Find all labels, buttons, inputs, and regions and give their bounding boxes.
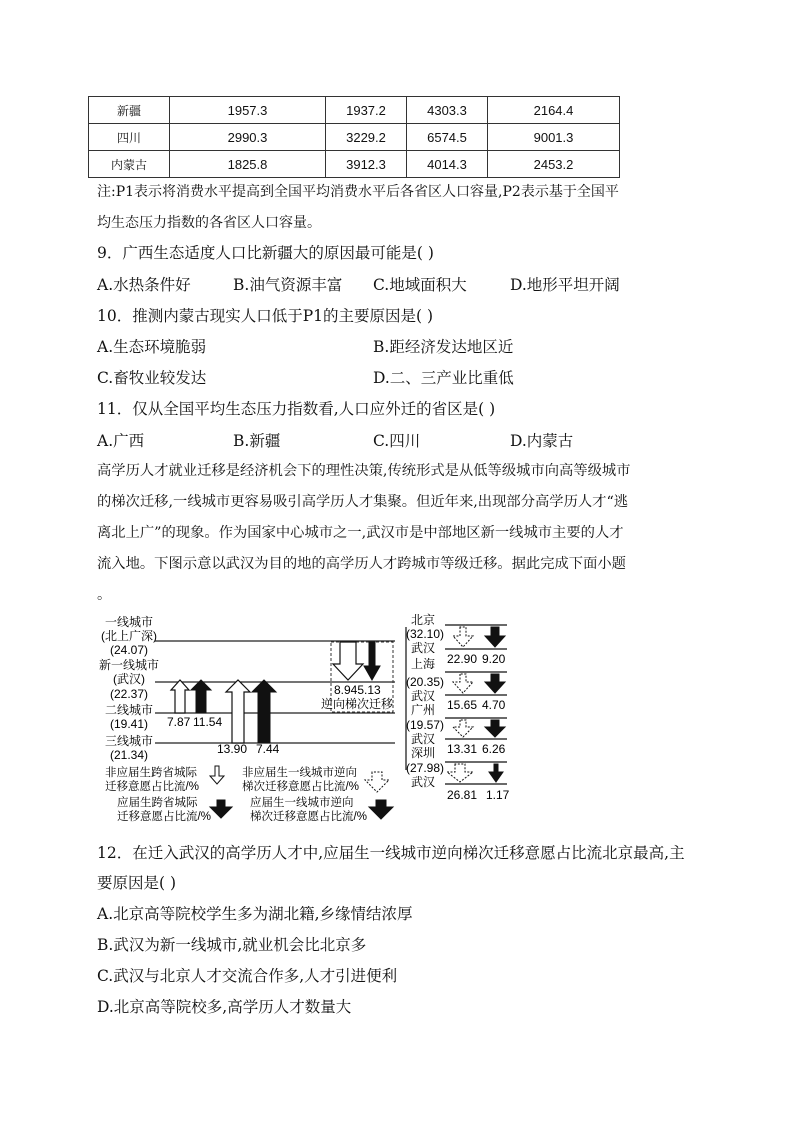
arrow-reverse-fresh	[364, 642, 380, 680]
passage-line4: 流入地。下图示意以武汉为目的地的高学历人才跨城市等级迁移。据此完成下面小题	[97, 556, 626, 572]
arrow-reverse-nonfresh	[333, 642, 363, 680]
legend-d-icon	[369, 800, 393, 819]
table-cell: 4014.3	[407, 151, 488, 178]
level-name-newtier1: 新一线城市	[98, 658, 160, 672]
table-cell: 9001.3	[488, 124, 620, 151]
label-shanghai-fresh: 4.70	[482, 698, 506, 712]
level-value-tier3: (21.34)	[109, 748, 149, 762]
q9-option-c[interactable]: C.地域面积大	[373, 276, 467, 294]
level-value-tier2: (19.41)	[109, 717, 149, 731]
q9-option-b[interactable]: B.油气资源丰富	[233, 276, 343, 294]
level-value-tier1: (24.07)	[109, 643, 149, 657]
level-sub-tier1: (北上广深)	[101, 629, 157, 643]
legend-d-line2: 梯次迁移意愿占比流/%	[250, 811, 367, 823]
table-cell: 3912.3	[326, 151, 407, 178]
city-name-guangzhou: 广州	[411, 703, 436, 717]
label-tier3-nonfresh: 13.90	[217, 742, 248, 756]
table-note-line1: 注:P1表示将消费水平提高到全国平均消费水平后各省区人口容量,P2表示基于全国平	[97, 184, 619, 200]
legend-b-line2: 梯次迁移意愿占比流/%	[242, 781, 359, 793]
legend-a-line2: 迁移意愿占比流/%	[105, 781, 199, 793]
label-reverse-caption: 逆向梯次迁移	[321, 697, 394, 711]
arrow-shanghai-fresh	[485, 674, 505, 693]
city-name-beijing: 北京	[411, 613, 436, 627]
level-name-tier3: 三线城市	[104, 734, 154, 748]
label-beijing-nonfresh: 22.90	[447, 652, 478, 666]
label-tier3-fresh: 7.44	[256, 742, 280, 756]
arrow-tier2-nonfresh	[171, 680, 189, 713]
table-row	[89, 151, 620, 178]
q9-option-a[interactable]: A.水热条件好	[97, 276, 191, 294]
q10-option-d[interactable]: D.二、三产业比重低	[373, 369, 514, 387]
legend-c-line2: 迁移意愿占比流/%	[117, 811, 211, 823]
table-cell: 1825.8	[170, 151, 326, 178]
arrow-beijing-fresh	[485, 627, 505, 647]
q11-option-c[interactable]: C.四川	[373, 432, 421, 450]
label-reverse-values: 8.945.13	[334, 683, 381, 697]
arrow-shanghai-nonfresh	[453, 674, 473, 693]
label-shenzhen-nonfresh: 26.81	[447, 788, 478, 802]
province-cell: 四川	[89, 124, 170, 151]
table-row	[89, 97, 620, 124]
migration-diagram	[95, 612, 515, 832]
q12-option-a[interactable]: A.北京高等院校学生多为湖北籍,乡缘情结浓厚	[97, 905, 413, 923]
q10-option-a[interactable]: A.生态环境脆弱	[97, 338, 207, 356]
q12-stem-line2: 要原因是( )	[97, 874, 177, 892]
capacity-table	[88, 96, 620, 178]
q12-option-c[interactable]: C.武汉与北京人才交流合作多,人才引进便利	[97, 967, 398, 985]
passage-line1: 高学历人才就业迁移是经济机会下的理性决策,传统形式是从低等级城市向高等级城市	[97, 463, 631, 479]
q9-option-d[interactable]: D.地形平坦开阔	[510, 276, 620, 294]
q12-option-d[interactable]: D.北京高等院校多,高学历人才数量大	[97, 998, 352, 1016]
legend-b-line1: 非应届生一线城市逆向	[242, 767, 357, 779]
arrow-shenzhen-nonfresh	[447, 764, 473, 782]
label-guangzhou-nonfresh: 13.31	[447, 742, 478, 756]
table-note-line2: 均生态压力指数的各省区人口容量。	[97, 215, 321, 231]
arrow-guangzhou-nonfresh	[453, 720, 473, 737]
city-name-shanghai: 上海	[411, 657, 436, 671]
legend-a-line1: 非应届生跨省城际	[105, 767, 197, 779]
arrow-shenzhen-fresh	[489, 764, 503, 782]
label-tier2-nonfresh: 7.87	[167, 715, 191, 729]
label-guangzhou-fresh: 6.26	[482, 742, 506, 756]
province-cell: 新疆	[89, 97, 170, 124]
q10-option-c[interactable]: C.畜牧业较发达	[97, 369, 207, 387]
q12-stem-line1: 12．在迁入武汉的高学历人才中,应届生一线城市逆向梯次迁移意愿占比流北京最高,主	[97, 844, 685, 862]
q10-option-b[interactable]: B.距经济发达地区近	[373, 338, 514, 356]
table-cell: 2453.2	[488, 151, 620, 178]
legend-d-line1: 应届生一线城市逆向	[250, 797, 354, 809]
dest-wuhan-1: 武汉	[411, 641, 436, 655]
table-cell: 2990.3	[170, 124, 326, 151]
table-cell: 4303.3	[407, 97, 488, 124]
table-cell: 6574.5	[407, 124, 488, 151]
label-shenzhen-fresh: 1.17	[486, 788, 510, 802]
level-name-tier2: 二线城市	[104, 703, 154, 717]
q11-stem: 11．仅从全国平均生态压力指数看,人口应外迁的省区是( )	[97, 400, 496, 418]
table-cell: 3229.2	[326, 124, 407, 151]
city-value-shenzhen: (27.98)	[406, 761, 445, 775]
label-shanghai-nonfresh: 15.65	[447, 698, 478, 712]
city-value-shanghai: (20.35)	[406, 675, 445, 689]
level-sub-newtier1: (武汉)	[113, 672, 145, 686]
label-tier2-fresh: 11.54	[193, 715, 223, 729]
dest-wuhan-2: 武汉	[411, 689, 436, 703]
province-cell: 内蒙古	[89, 151, 170, 178]
arrow-tier3-fresh	[252, 680, 276, 743]
q10-stem: 10．推测内蒙古现实人口低于P1的主要原因是( )	[97, 307, 434, 325]
q11-option-b[interactable]: B.新疆	[233, 432, 281, 450]
table-cell: 1937.2	[326, 97, 407, 124]
level-value-newtier1: (22.37)	[109, 687, 149, 701]
q9-stem: 9．广西生态适度人口比新疆大的原因最可能是( )	[97, 244, 434, 262]
arrow-tier3-nonfresh	[226, 680, 250, 743]
passage-line2: 的梯次迁移,一线城市更容易吸引高学历人才集聚。但近年来,出现部分高学历人才“逃	[97, 494, 629, 510]
dest-wuhan-4: 武汉	[411, 775, 436, 789]
legend-c-line1: 应届生跨省城际	[117, 797, 198, 809]
table-cell: 1957.3	[170, 97, 326, 124]
passage-line3: 离北上广”的现象。作为国家中心城市之一,武汉市是中部地区新一线城市主要的人才	[97, 525, 624, 541]
level-name-tier1: 一线城市	[104, 615, 154, 629]
label-beijing-fresh: 9.20	[482, 652, 506, 666]
table-cell: 2164.4	[488, 97, 620, 124]
legend-b-icon	[365, 772, 389, 792]
table-row	[89, 124, 620, 151]
legend-a-icon	[210, 766, 224, 784]
city-value-guangzhou: (19.57)	[406, 718, 445, 732]
dest-wuhan-3: 武汉	[411, 732, 436, 746]
passage-line5: 。	[97, 587, 112, 603]
q12-option-b[interactable]: B.武汉为新一线城市,就业机会比北京多	[97, 936, 367, 954]
legend-c-icon	[210, 800, 232, 818]
q11-option-a[interactable]: A.广西	[97, 432, 145, 450]
arrow-guangzhou-fresh	[485, 720, 505, 737]
q11-option-d[interactable]: D.内蒙古	[510, 432, 574, 450]
city-value-beijing: (32.10)	[406, 627, 445, 641]
arrow-tier2-fresh	[191, 680, 211, 713]
city-name-shenzhen: 深圳	[411, 746, 436, 760]
arrow-beijing-nonfresh	[453, 627, 473, 647]
